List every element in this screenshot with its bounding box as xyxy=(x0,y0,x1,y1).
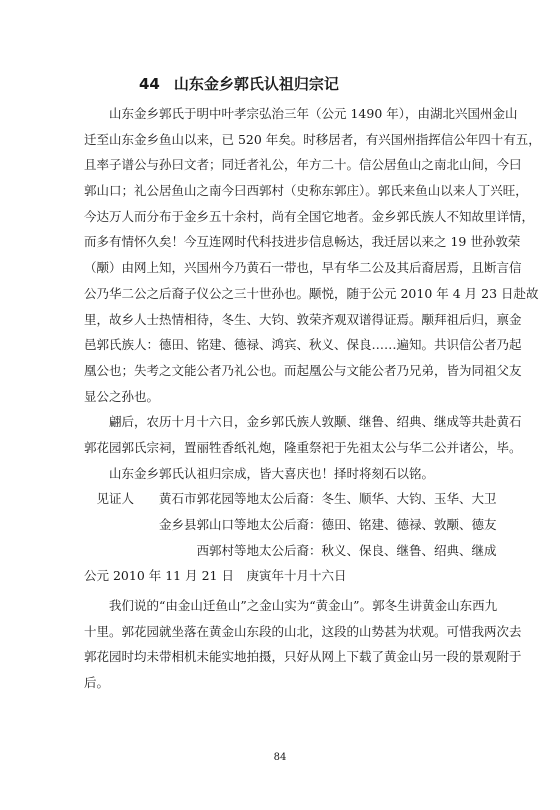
text-line: 郭花园时均未带相机未能实地拍摄，只好从网上下载了黄金山另一段的景观附于 xyxy=(84,649,522,665)
section-title: 山东金乡郭氏认祖归宗记 xyxy=(173,75,339,93)
page-number: 84 xyxy=(273,752,287,763)
text-line: 山东金乡郭氏于明中叶孝宗弘治三年（公元 1490 年），由湖北兴国州金山 xyxy=(84,106,518,121)
text-line: 郭山口；礼公居鱼山之南今曰西郭村（史称东郭庄）。郭氏来鱼山以来人丁兴旺， xyxy=(84,183,528,199)
section-heading xyxy=(139,73,339,94)
text-line: 我们说的“由金山迁鱼山”之金山实为“黄金山”。郭冬生讲黄金山东西九 xyxy=(84,598,498,614)
section-number: 44 xyxy=(139,75,160,93)
text-line: 公乃华二公之后裔子仪公之三十世孙也。颙悦，随于公元 2010 年 4 月 23 日赴故 xyxy=(84,285,539,301)
text-line: 里，故乡人士热情相待，冬生、大钧、敦荣齐观双谱得证焉。颙拜祖后归，禀金 xyxy=(84,311,522,327)
text-line: 凰公也；失考之文能公者乃礼公也。而起凰公与文能公者乃兄弟，皆为同祖父友 xyxy=(84,362,522,378)
date-line: 公元 2010 年 11 月 21 日 庚寅年十月十六日 xyxy=(84,568,347,584)
text-line: 且率子谱公与孙曰文者；同迁者礼公，年方二十。信公居鱼山之南北山间，今曰 xyxy=(84,157,522,173)
witness-line: 见证人 黄石市郭花园等地太公后裔：冬生、顺华、大钧、玉华、大卫 xyxy=(84,491,497,507)
text-line: 翩后，农历十月十六日，金乡郭氏族人敦颙、继鲁、绍典、继成等共赴黄石 xyxy=(84,414,522,430)
text-line: 而多有情怀久矣！今互连网时代科技进步信息畅达，我迁居以来之 19 世孙敦荣 xyxy=(84,234,521,250)
text-line: 迁至山东金乡鱼山以来，已 520 年矣。时移居者，有兴国州指挥信公年四十有五， xyxy=(84,131,541,147)
text-line: 邑郭氏族人：德田、铭建、德禄、鸿宾、秋义、保良……遍知。共识信公者乃起 xyxy=(84,337,522,353)
text-line: 今达万人而分布于金乡五十余村，尚有全国它地者。金乡郭氏族人不知故里详情， xyxy=(84,208,535,224)
text-line: 显公之孙也。 xyxy=(84,388,160,404)
article-body xyxy=(84,101,541,696)
text-line: （颙）由网上知，兴国州今乃黄石一带也，早有华二公及其后裔居焉，且断言信 xyxy=(84,260,522,276)
witness-line: 金乡县郭山口等地太公后裔：德田、铭建、德禄、敦颙、德友 xyxy=(84,517,497,532)
witness-line: 西郭村等地太公后裔：秋义、保良、继鲁、绍典、继成 xyxy=(84,542,497,558)
text-line: 后。 xyxy=(84,675,110,691)
text-line: 山东金乡郭氏认祖归宗成，皆大喜庆也！择时将刻石以铭。 xyxy=(84,465,435,481)
text-line: 郭花园郭氏宗祠，置丽牲香纸礼炮，隆重祭祀于先祖太公与华二公并诸公，毕。 xyxy=(84,439,522,455)
text-line: 十里。郭花园就坐落在黄金山东段的山北，这段的山势甚为状观。可惜我两次去 xyxy=(84,623,522,639)
